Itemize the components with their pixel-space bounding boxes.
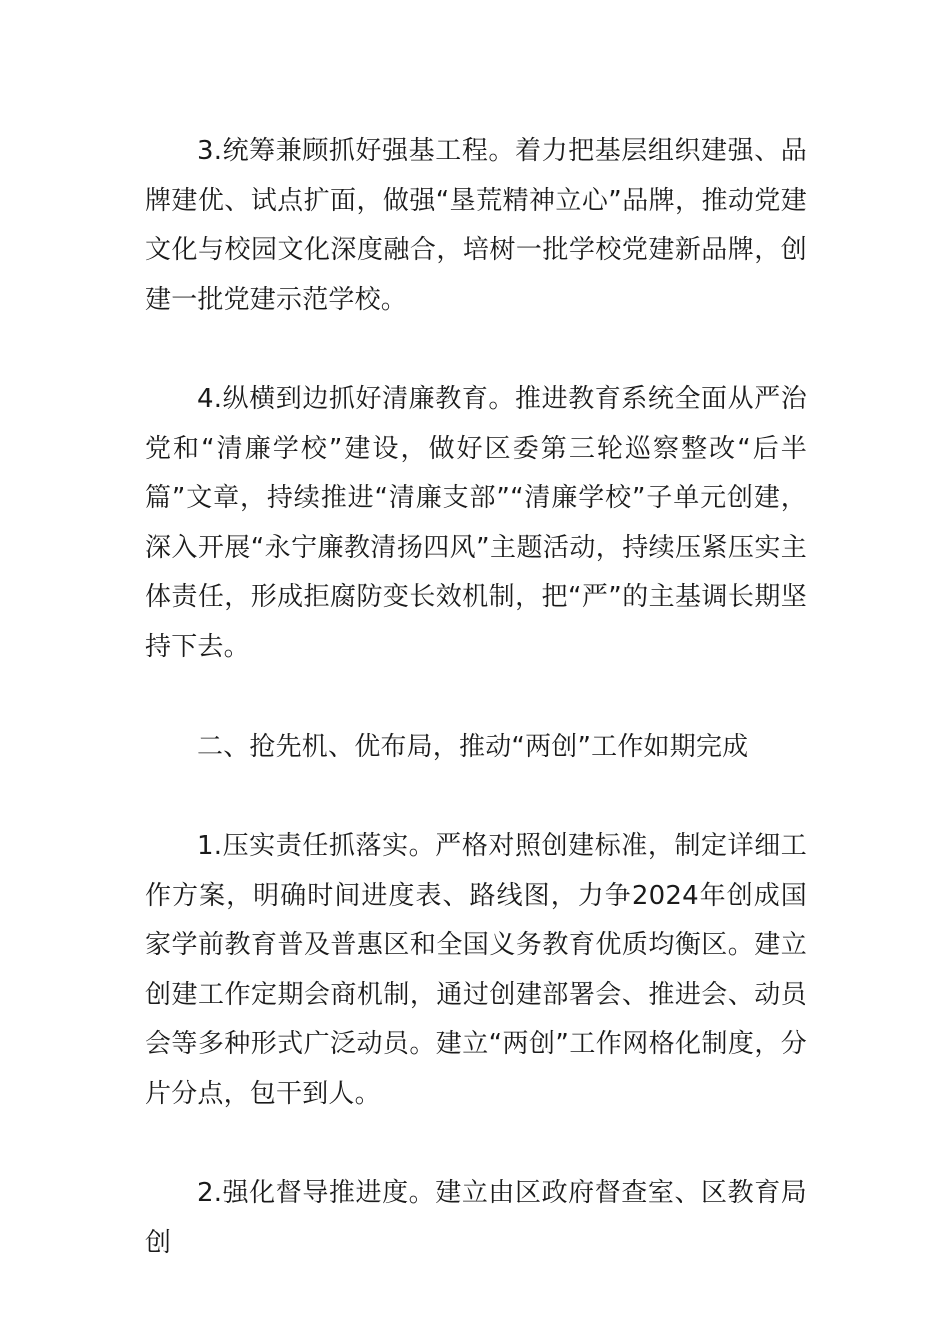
- section-heading-two-creations: 二、抢先机、优布局，推动“两创”工作如期完成: [197, 732, 749, 762]
- paragraph-implement-responsibility: 1.压实责任抓落实。严格对照创建标准，制定详细工作方案，明确时间进度表、路线图，力争2024年创成国家学前教育普及普惠区和全国义务教育优质均衡区。建立创建工作定期会商机制，通过创建部署会、推进会、动员会等多种形式广泛动员。建立“两创”工作网格化制度，分片分点，包干到人。: [145, 831, 807, 1109]
- paragraph-clean-education: 4.纵横到边抓好清廉教育。推进教育系统全面从严治党和“清廉学校”建设，做好区委第三轮巡察整改“后半篇”文章，持续推进“清廉支部”“清廉学校”子单元创建，深入开展“永宁廉教清扬四风”主题活动，持续压紧压实主体责任，形成拒腐防变长效机制，把“严”的主基调长期坚持下去。: [145, 384, 807, 662]
- paragraph-strengthen-foundation: 3.统筹兼顾抓好强基工程。着力把基层组织建强、品牌建优、试点扩面，做强“垦荒精神立心”品牌，推动党建文化与校园文化深度融合，培树一批学校党建新品牌，创建一批党建示范学校。: [145, 136, 807, 315]
- paragraph-supervision-progress: 2.强化督导推进度。建立由区政府督查室、区教育局创: [145, 1178, 807, 1258]
